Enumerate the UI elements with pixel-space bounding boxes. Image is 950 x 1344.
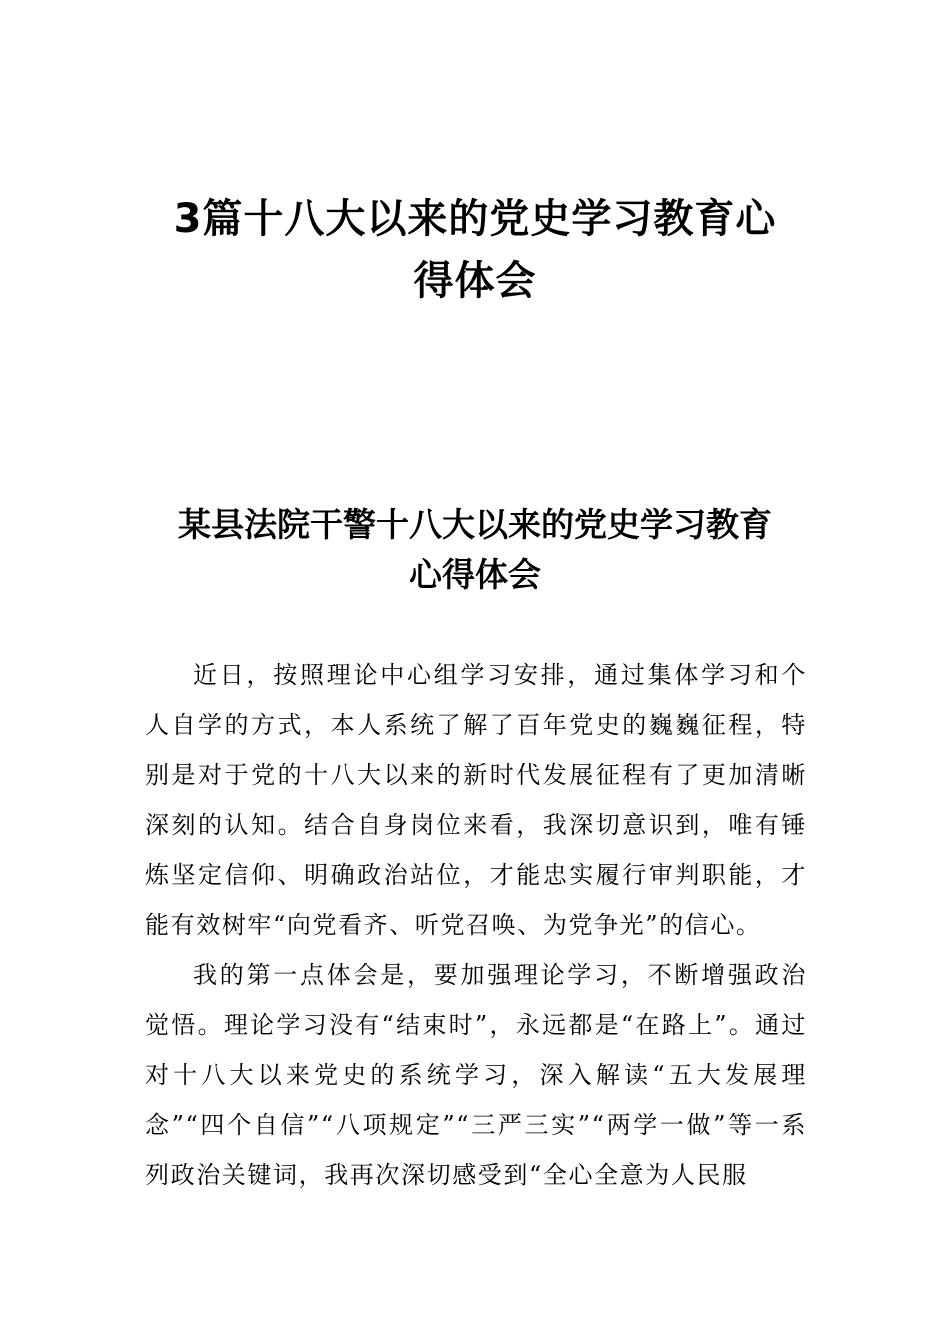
paragraph-2: 我的第一点体会是，要加强理论学习，不断增强政治觉悟。理论学习没有“结束时”，永远都是“在路上”。通过对十八大以来党史的系统学习，深入解读“五大发展理念”“四个自信”“八项规定”“三严三实”“两学一做”等一系列政治关键词，我再次深切感受到“全心全意为人民服 [145,961,807,1189]
document-title-line-2: 得体会 [413,258,537,304]
document-title-line-1: 3篇十八大以来的党史学习教育心 [173,196,777,242]
paragraph-1: 近日，按照理论中心组学习安排，通过集体学习和个人自学的方式，本人系统了解了百年党史的巍巍征程，特别是对于党的十八大以来的新时代发展征程有了更加清晰深刻的认知。结合自身岗位来看，我深切意识到，唯有锤炼坚定信仰、明确政治站位，才能忠实履行审判职能，才能有效树牢“向党看齐、听党召唤、为党争光”的信心。 [145,661,807,939]
body-text [145,650,807,1200]
document-title [120,188,830,312]
section-title [140,500,810,600]
section-title-line-2: 心得体会 [409,555,541,594]
section-title-line-1: 某县法院干警十八大以来的党史学习教育 [178,505,772,544]
